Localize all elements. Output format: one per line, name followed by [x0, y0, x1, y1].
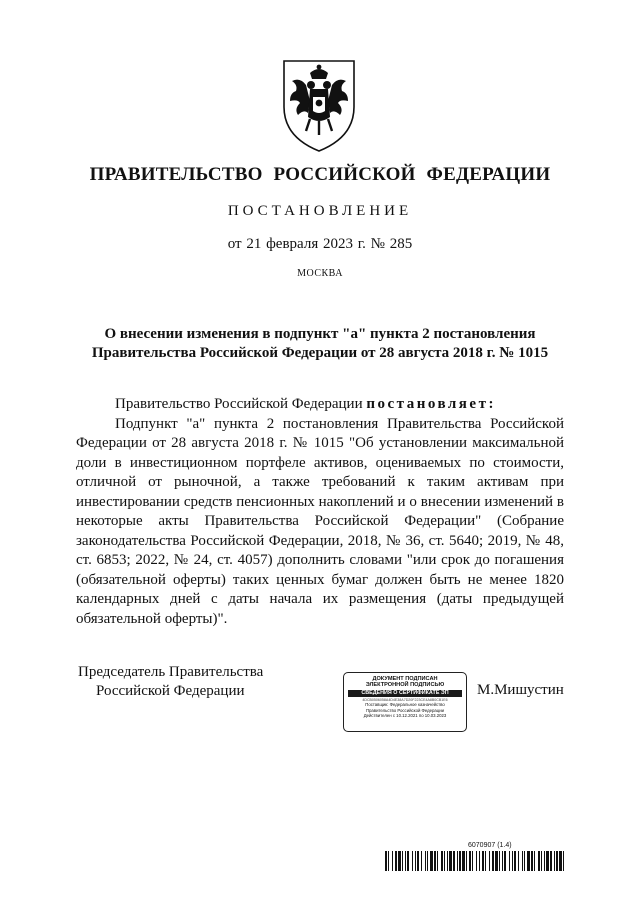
heading-line-2: Правительства Российской Федерации от 28 августа 2018 г. № 1015 [91, 345, 549, 361]
coat-of-arms-emblem-icon [276, 55, 362, 155]
government-title: ПРАВИТЕЛЬСТВО РОССИЙСКОЙ ФЕДЕРАЦИИ [89, 164, 551, 185]
stamp-supplier-line-2: Правительство Российской Федерации [365, 707, 445, 713]
document-type: ПОСТАНОВЛЕНИЕ [227, 203, 413, 219]
decree-heading [60, 325, 580, 363]
heading-line-1: О внесении изменения в подпункт "а" пункта 2 постановления [104, 326, 536, 342]
stamp-validity: Действителен с 10.12.2021 по 10.03.2023 [363, 713, 447, 718]
electronic-signature-stamp [343, 672, 467, 732]
signer-position-line-1: Председатель Правительства [78, 664, 264, 680]
stamp-title-line-2: ЭЛЕКТРОННОЙ ПОДПИСЬЮ [365, 682, 445, 689]
signer-name: М.Мишустин [477, 682, 564, 698]
body-paragraph-1 [76, 395, 564, 415]
stamp-certificate-bar: СВЕДЕНИЯ О СЕРТИФИКАТЕ ЭП [348, 690, 462, 697]
barcode-number: 6070907 (1.4) [468, 842, 512, 849]
signer-position-line-2: Российской Федерации [96, 683, 245, 699]
barcode-icon [385, 851, 565, 871]
signer-position [78, 663, 278, 701]
decree-body [76, 395, 564, 629]
stamp-supplier-line-1: Поставщик: Федеральное казначейство [365, 702, 445, 708]
decree-city: МОСКВА [297, 268, 343, 279]
stamp-serial: 4DCB0506058A4D4E38A7D20F223CE4A8B0CB1E6 [362, 697, 448, 702]
body-paragraph-1-text: Правительство Российской Федерации [115, 396, 367, 412]
body-paragraph-2: Подпункт "а" пункта 2 постановления Правительства Российской Федерации от 28 августа 2018 г. № 1015 "Об установлении максимальной доли в инвестиционном портфеле активов, оцениваемых по стоимости, отличной от рыночной, а также требований к таким активам при инвестировании средств пенсионных накоплений и о внесении изменений в некоторые акты Правительства Российской Федерации" (Собрание законодательства Российской Федерации, 2018, № 36, ст. 5640; 2019, № 48, ст. 6853; 2022, № 24, ст. 4057) дополнить словами "или срок до погашения (обязательной оферты) таких ценных бумаг должен быть не менее 1820 календарных дней с даты начала их размещения (даты предыдущей обязательной оферты)". [76, 415, 564, 627]
decree-verb: постановляет: [366, 396, 496, 412]
stamp-title-line-1: ДОКУМЕНТ ПОДПИСАН [372, 676, 438, 682]
decree-date-number: от 21 февраля 2023 г. № 285 [227, 236, 413, 252]
